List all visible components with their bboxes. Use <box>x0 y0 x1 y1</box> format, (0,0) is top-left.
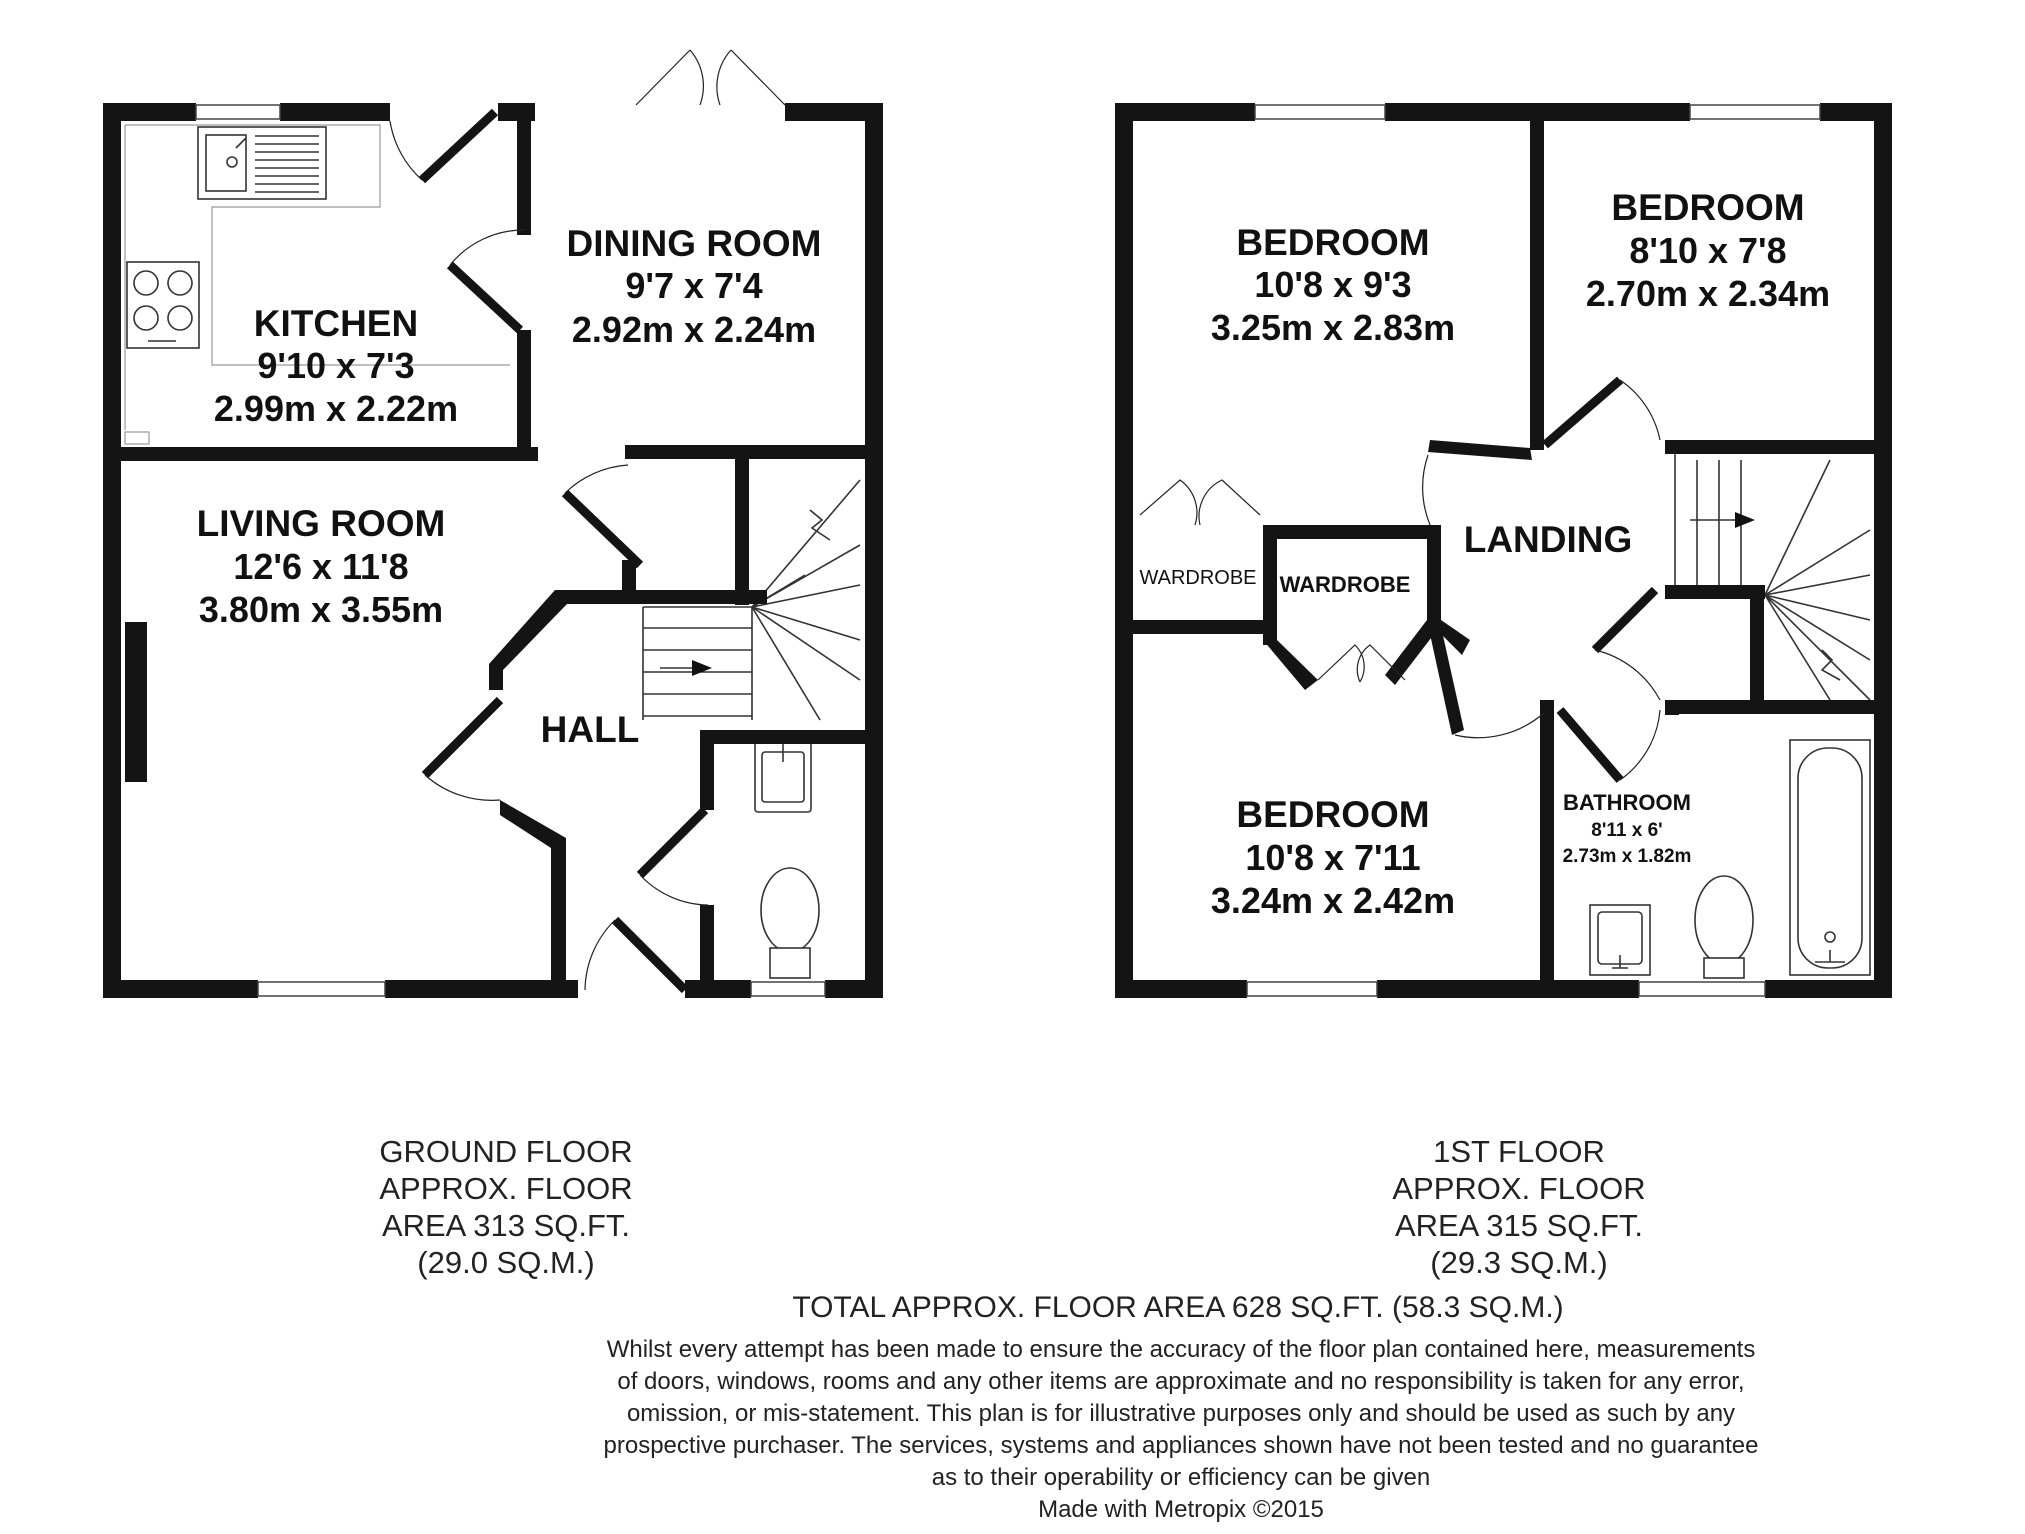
kitchen-metric: 2.99m x 2.22m <box>213 388 459 429</box>
hall-name: HALL <box>540 709 640 750</box>
bedroom-1-imperial: 10'8 x 9'3 <box>1254 264 1412 305</box>
total-floor-area: TOTAL APPROX. FLOOR AREA 628 SQ.FT. (58.3 SQ.M.) <box>792 1291 1564 1324</box>
dining-room-imperial: 9'7 x 7'4 <box>625 265 763 306</box>
first-caption-line-3: AREA 315 SQ.FT. <box>1394 1208 1644 1243</box>
living-room-imperial: 12'6 x 11'8 <box>233 546 409 587</box>
landing-name: LANDING <box>1463 519 1633 560</box>
first-caption-line-1: 1ST FLOOR <box>1433 1134 1605 1169</box>
ground-caption-line-1: GROUND FLOOR <box>379 1134 633 1169</box>
first-caption-line-2: APPROX. FLOOR <box>1392 1171 1646 1206</box>
kitchen-imperial: 9'10 x 7'3 <box>257 345 415 386</box>
disclaimer <box>604 1336 1759 1491</box>
bathroom-basin-icon <box>1590 905 1650 975</box>
bathroom-toilet-icon <box>1695 876 1753 978</box>
disclaimer-line-2: of doors, windows, rooms and any other items are approximate and no responsibility is taken for any error, <box>617 1368 1745 1395</box>
bedroom-1-metric: 3.25m x 2.83m <box>1210 307 1456 348</box>
living-room-name: LIVING ROOM <box>196 503 446 544</box>
hob-icon <box>127 262 199 348</box>
disclaimer-line-1: Whilst every attempt has been made to ensure the accuracy of the floor plan contained here, measurements <box>606 1336 1756 1363</box>
bedroom-3-metric: 3.24m x 2.42m <box>1210 880 1456 921</box>
dining-room-metric: 2.92m x 2.24m <box>571 309 817 350</box>
bedroom-2-imperial: 8'10 x 7'8 <box>1629 230 1787 271</box>
ground-caption-line-4: (29.0 SQ.M.) <box>417 1245 595 1280</box>
ground-floor-plan <box>103 50 883 998</box>
bedroom-1-name: BEDROOM <box>1236 222 1430 263</box>
bathroom-metric: 2.73m x 1.82m <box>1562 846 1692 867</box>
toilet-icon <box>761 868 819 978</box>
bedroom-3-name: BEDROOM <box>1236 794 1430 835</box>
bedroom-2-name: BEDROOM <box>1611 187 1805 228</box>
bath-icon <box>1790 740 1870 975</box>
ground-doors <box>390 50 785 990</box>
disclaimer-line-3: omission, or mis-statement. This plan is for illustrative purposes only and should be used as such by any <box>626 1400 1736 1427</box>
bedroom-3-imperial: 10'8 x 7'11 <box>1245 837 1421 878</box>
bathroom-imperial: 8'11 x 6' <box>1591 820 1663 841</box>
ground-caption-line-2: APPROX. FLOOR <box>379 1171 633 1206</box>
living-room-metric: 3.80m x 3.55m <box>198 589 444 630</box>
first-floor-caption <box>1392 1134 1645 1280</box>
stairs-first <box>1675 445 1870 700</box>
disclaimer-line-4: prospective purchaser. The services, systems and appliances shown have not been tested and no guarantee <box>603 1432 1759 1459</box>
bedroom-2-metric: 2.70m x 2.34m <box>1585 273 1831 314</box>
kitchen-name: KITCHEN <box>253 303 419 344</box>
dining-room-name: DINING ROOM <box>566 223 822 264</box>
ground-floor-caption <box>379 1134 632 1280</box>
wc-basin-icon <box>755 742 811 812</box>
first-caption-line-4: (29.3 SQ.M.) <box>1430 1245 1608 1280</box>
disclaimer-line-5: as to their operability or efficiency can be given <box>931 1464 1431 1491</box>
bathroom-name: BATHROOM <box>1563 790 1691 815</box>
wardrobe-1-name: WARDROBE <box>1139 567 1257 589</box>
credit: Made with Metropix ©2015 <box>1038 1496 1324 1523</box>
first-floor-plan <box>1115 103 1892 998</box>
sink-icon <box>198 127 326 199</box>
wardrobe-2-name: WARDROBE <box>1279 572 1411 597</box>
ground-caption-line-3: AREA 313 SQ.FT. <box>381 1208 631 1243</box>
